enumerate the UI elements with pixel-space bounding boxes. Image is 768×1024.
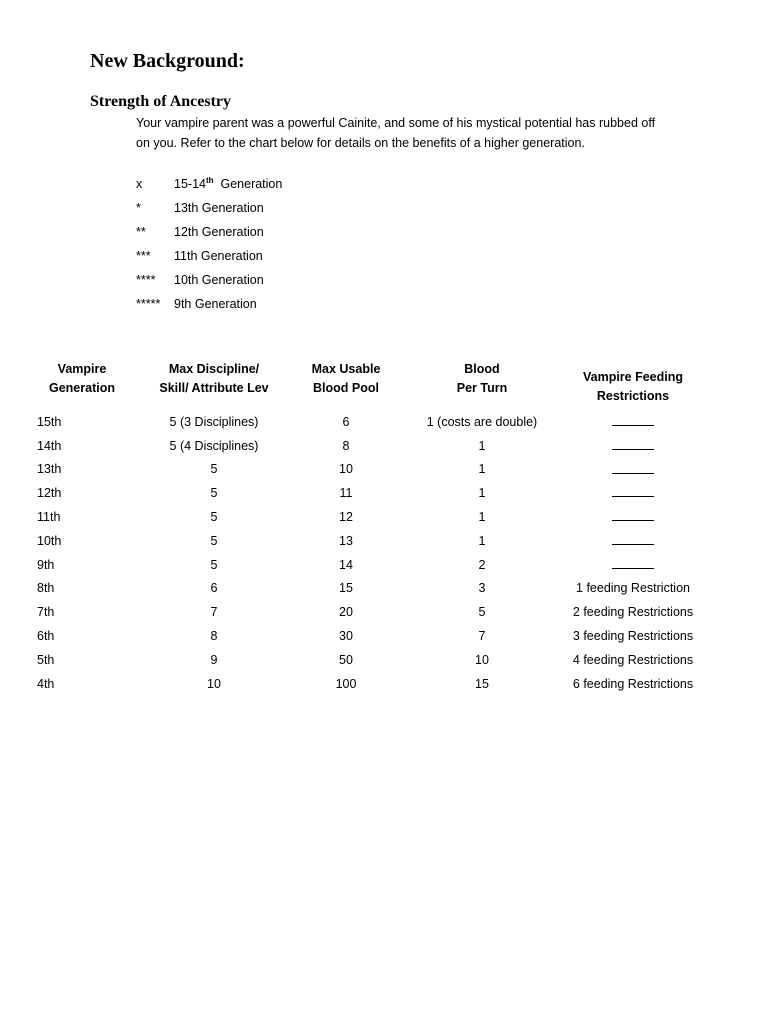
table-row (20, 505, 710, 529)
cell-feeding-restrictions (556, 410, 710, 434)
cell-blood-pool: 11 (339, 486, 353, 501)
cell-max-discipline: 5 (4 Disciplines) (169, 438, 259, 453)
generation-list-item (136, 294, 282, 318)
cell-feeding-restrictions (556, 434, 710, 458)
cell-max-discipline: 5 (210, 462, 218, 477)
generation-stars: ***** (136, 297, 161, 311)
cell-blood-pool: 15 (339, 581, 353, 596)
cell-max-discipline: 8 (210, 629, 218, 644)
cell-blood-pool: 8 (342, 438, 350, 453)
cell-feeding-restrictions: 1 feeding Restriction (576, 581, 690, 596)
document-title: New Background: (90, 50, 245, 72)
blank-line (612, 544, 654, 545)
cell-blood-per-turn: 2 (478, 557, 486, 572)
generation-stars: x (136, 177, 143, 191)
cell-blood-pool: 100 (335, 676, 357, 691)
cell-max-discipline: 5 (210, 533, 218, 548)
table-row (20, 577, 710, 601)
cell-blood-per-turn: 10 (475, 652, 489, 667)
generation-label: 10th Generation (174, 273, 264, 287)
cell-feeding-restrictions (556, 458, 710, 482)
table-row (20, 410, 710, 434)
cell-generation: 10th (37, 533, 62, 548)
intro-paragraph (136, 113, 696, 153)
blank-line (612, 425, 654, 426)
table-row (20, 600, 710, 624)
intro-line-2: on you. Refer to the chart below for details on the benefits of a higher generation. (136, 136, 585, 150)
generation-stars: ** (136, 225, 146, 239)
cell-max-discipline: 9 (210, 652, 218, 667)
generation-table (20, 360, 710, 696)
generation-label: 13th Generation (174, 201, 264, 215)
cell-blood-per-turn: 1 (costs are double) (426, 414, 538, 429)
cell-blood-pool: 6 (342, 414, 350, 429)
header-blood-pool: Max Usable Blood Pool (311, 362, 381, 395)
cell-feeding-restrictions (556, 505, 710, 529)
table-row (20, 458, 710, 482)
table-row (20, 672, 710, 696)
cell-blood-per-turn: 1 (478, 510, 486, 525)
table-row (20, 481, 710, 505)
generation-list-item (136, 198, 282, 222)
blank-line (612, 473, 654, 474)
cell-max-discipline: 5 (210, 557, 218, 572)
table-row (20, 553, 710, 577)
cell-generation: 15th (37, 414, 62, 429)
generation-label: 9th Generation (174, 297, 257, 311)
cell-blood-pool: 12 (339, 510, 353, 525)
generation-list-item (136, 246, 282, 270)
table-body (20, 410, 710, 696)
blank-line (612, 568, 654, 569)
cell-feeding-restrictions (556, 481, 710, 505)
cell-blood-per-turn: 1 (478, 438, 486, 453)
cell-blood-per-turn: 5 (478, 605, 486, 620)
cell-blood-per-turn: 1 (478, 533, 486, 548)
cell-blood-pool: 50 (339, 652, 353, 667)
cell-max-discipline: 7 (210, 605, 218, 620)
cell-generation: 8th (37, 581, 55, 596)
generation-stars: * (136, 201, 141, 215)
table-row (20, 624, 710, 648)
table-header-row (20, 360, 710, 410)
cell-max-discipline: 5 (210, 486, 218, 501)
cell-feeding-restrictions: 2 feeding Restrictions (572, 605, 694, 620)
cell-blood-per-turn: 7 (478, 629, 486, 644)
table-row (20, 529, 710, 553)
cell-blood-pool: 14 (339, 557, 353, 572)
cell-max-discipline: 6 (210, 581, 218, 596)
generation-label: 11th Generation (174, 249, 263, 263)
intro-line-1: Your vampire parent was a powerful Cainite, and some of his mystical potential has rubbed off (136, 116, 656, 130)
generation-stars: *** (136, 249, 151, 263)
blank-line (612, 496, 654, 497)
table-row (20, 648, 710, 672)
cell-feeding-restrictions: 6 feeding Restrictions (572, 676, 694, 691)
cell-generation: 5th (37, 652, 55, 667)
cell-generation: 7th (37, 605, 55, 620)
cell-blood-pool: 30 (339, 629, 353, 644)
generation-stars: **** (136, 273, 156, 287)
header-generation: Vampire Generation (49, 362, 115, 395)
generation-list-item (136, 174, 282, 198)
cell-generation: 6th (37, 629, 55, 644)
cell-generation: 4th (37, 676, 55, 691)
cell-blood-pool: 13 (339, 533, 353, 548)
cell-feeding-restrictions: 4 feeding Restrictions (572, 652, 694, 667)
cell-blood-pool: 20 (339, 605, 353, 620)
cell-blood-per-turn: 1 (478, 462, 486, 477)
cell-max-discipline: 5 (3 Disciplines) (169, 414, 259, 429)
generation-list-item (136, 270, 282, 294)
cell-generation: 13th (37, 462, 62, 477)
cell-blood-pool: 10 (339, 462, 353, 477)
cell-blood-per-turn: 3 (478, 581, 486, 596)
header-max-discipline: Max Discipline/ Skill/ Attribute Lev (159, 362, 269, 395)
cell-generation: 14th (37, 438, 62, 453)
blank-line (612, 520, 654, 521)
table-row (20, 434, 710, 458)
blank-line (612, 449, 654, 450)
cell-generation: 12th (37, 486, 62, 501)
ordinal-superscript: th (205, 175, 214, 185)
generation-label: 15-14 (174, 177, 206, 191)
cell-blood-per-turn: 1 (478, 486, 486, 501)
cell-max-discipline: 5 (210, 510, 218, 525)
cell-generation: 11th (37, 510, 61, 525)
cell-feeding-restrictions (556, 529, 710, 553)
generation-label: 12th Generation (174, 225, 264, 239)
generation-list-item (136, 222, 282, 246)
cell-feeding-restrictions: 3 feeding Restrictions (572, 629, 694, 644)
header-blood-per-turn: Blood Per Turn (456, 362, 508, 395)
generation-list (136, 174, 282, 318)
cell-generation: 9th (37, 557, 55, 572)
cell-blood-per-turn: 15 (475, 676, 489, 691)
cell-max-discipline: 10 (207, 676, 221, 691)
generation-label-suffix: Generation (213, 177, 283, 191)
cell-feeding-restrictions (556, 553, 710, 577)
section-heading: Strength of Ancestry (90, 93, 232, 110)
header-feeding-restrictions: Vampire Feeding Restrictions (582, 370, 684, 403)
